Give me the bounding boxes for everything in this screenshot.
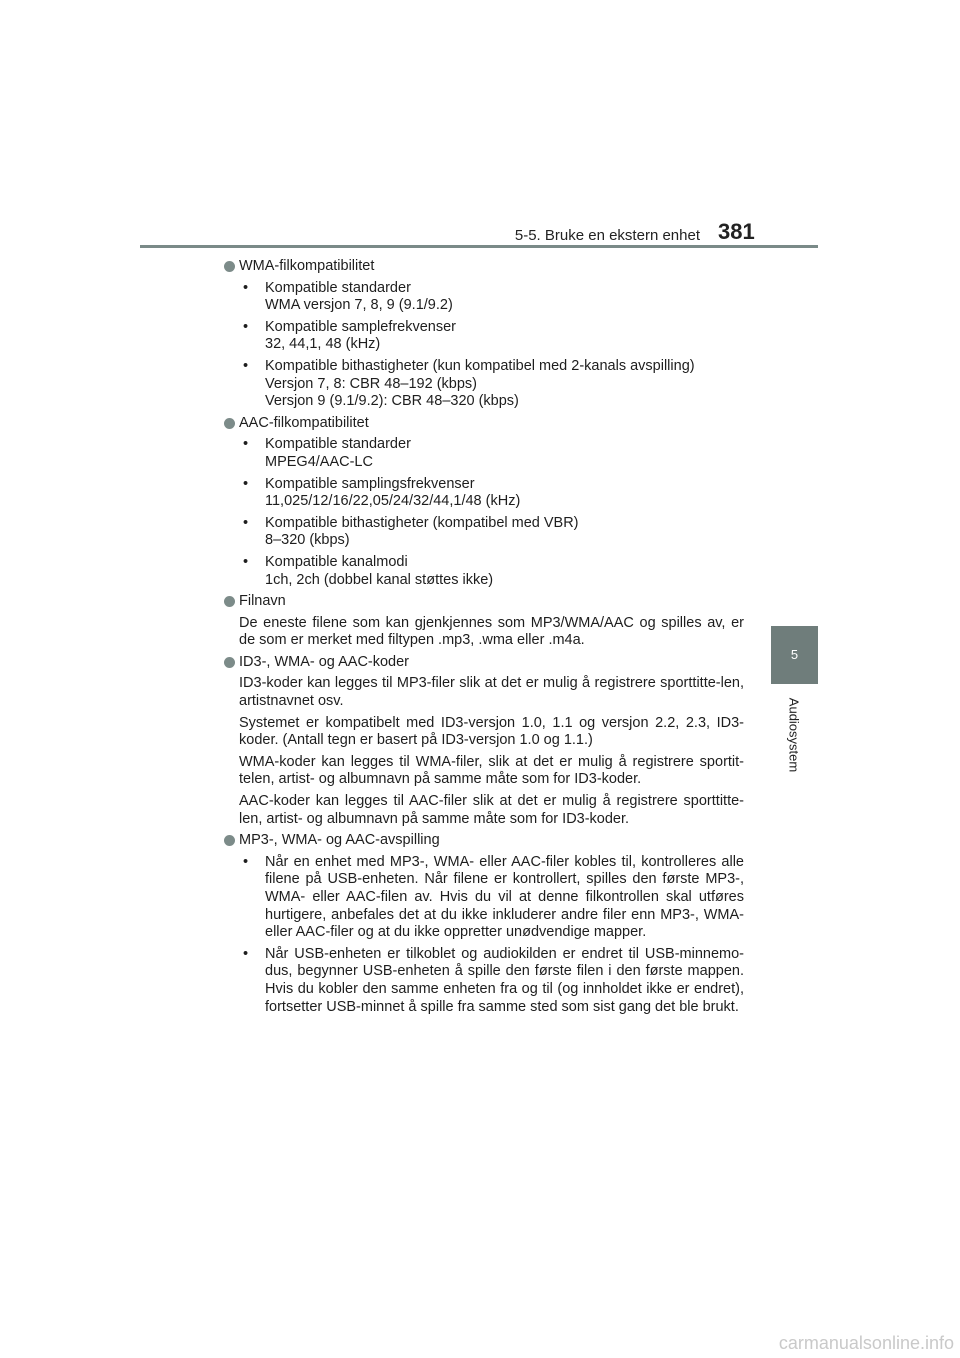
list-item xyxy=(239,319,744,354)
list-item-detail: 32, 44,1, 48 (kHz) xyxy=(265,336,381,353)
list-item xyxy=(239,854,744,942)
section-heading xyxy=(224,654,744,672)
list-item-detail: Versjon 9 (9.1/9.2): CBR 48–320 (kbps) xyxy=(265,393,519,410)
list-item-detail: WMA versjon 7, 8, 9 (9.1/9.2) xyxy=(265,297,453,314)
section xyxy=(224,415,744,589)
list-item-label: Når en enhet med MP3-, WMA- eller AAC-filer kobles til, kontrolleres alle filene på USB-enheten. Når filene er kontrollert, spilles den første MP3-, WMA- eller AAC-filen av. Hvis du vil at denne filkontrollen skal utføres hurtigere, anbefales det at du ikke inkluderer andre filer enn MP3-, WMA- eller AAC-filer og at du ikke oppretter unødvendige mapper. xyxy=(265,853,744,941)
list-item-label: Kompatible standarder xyxy=(265,279,411,296)
section-heading xyxy=(224,258,744,276)
list-bullet-icon: • xyxy=(243,357,249,374)
list-item-label: Kompatible bithastigheter (kun kompatibel med 2-kanals avspilling) xyxy=(265,357,695,374)
header-divider xyxy=(140,245,818,248)
section xyxy=(224,258,744,411)
list-item-detail: 8–320 (kbps) xyxy=(265,532,350,549)
list-bullet-icon: • xyxy=(243,475,249,492)
bullet-dot-icon xyxy=(224,418,235,429)
bullet-dot-icon xyxy=(224,261,235,272)
paragraph: Systemet er kompatibelt med ID3-versjon 1.0, 1.1 og versjon 2.2, 2.3, ID3-koder. (Antall tegn er basert på ID3-versjon 1.0 og 1.1.) xyxy=(239,714,744,749)
section xyxy=(224,654,744,828)
paragraph: De eneste filene som kan gjenkjennes som MP3/WMA/AAC og spilles av, er de som er merket med filtypen .mp3, .wma eller .m4a. xyxy=(239,614,744,649)
list-item xyxy=(239,476,744,511)
section-heading-text: MP3-, WMA- og AAC-avspilling xyxy=(239,832,440,849)
list-bullet-icon: • xyxy=(243,553,249,570)
list-item-label: Når USB-enheten er tilkoblet og audiokilden er endret til USB-minnemo-dus, begynner USB-enheten å spille den første filen i den første mappen. Hvis du kobler den samme enheten fra og til (og innholdet ikke er endret), fortsetter USB-minnet å spille fra samme sted som sist gang det ble brukt. xyxy=(265,945,744,1015)
section-heading xyxy=(224,415,744,433)
list-item-detail: MPEG4/AAC-LC xyxy=(265,453,373,470)
list-item xyxy=(239,554,744,589)
list-bullet-icon: • xyxy=(243,436,249,453)
list-bullet-icon: • xyxy=(243,318,249,335)
paragraph: ID3-koder kan legges til MP3-filer slik at det er mulig å registrere sporttitte-len, artistnavnet osv. xyxy=(239,675,744,710)
list-bullet-icon: • xyxy=(243,514,249,531)
list-item-label: Kompatible samplefrekvenser xyxy=(265,318,457,335)
list-item xyxy=(239,515,744,550)
page-content xyxy=(224,254,744,1016)
list-bullet-icon: • xyxy=(243,853,249,870)
section xyxy=(224,832,744,1016)
list-item-label: Kompatible samplingsfrekvenser xyxy=(265,475,475,492)
section-heading-text: AAC-filkompatibilitet xyxy=(239,414,369,431)
list-item-detail: 11,025/12/16/22,05/24/32/44,1/48 (kHz) xyxy=(265,493,521,510)
section-heading-text: ID3-, WMA- og AAC-koder xyxy=(239,653,410,670)
footer xyxy=(0,1332,960,1358)
list-item-detail: Versjon 7, 8: CBR 48–192 (kbps) xyxy=(265,375,477,392)
bullet-dot-icon xyxy=(224,835,235,846)
section xyxy=(224,593,744,650)
list-item xyxy=(239,436,744,471)
paragraph: AAC-koder kan legges til AAC-filer slik at det er mulig å registrere sporttitte-len, artist- og albumnavn på samme måte som for ID3-koder. xyxy=(239,793,744,827)
bullet-dot-icon xyxy=(224,596,235,607)
bullet-dot-icon xyxy=(224,657,235,668)
list-item xyxy=(239,946,744,1016)
section-heading xyxy=(224,593,744,611)
chapter-label: Audiosystem xyxy=(786,697,802,773)
section-heading xyxy=(224,832,744,850)
page-number: 381 xyxy=(718,219,755,244)
list-item-label: Kompatible standarder xyxy=(265,436,411,453)
list-item-detail: 1ch, 2ch (dobbel kanal støttes ikke) xyxy=(265,571,494,588)
list-item xyxy=(239,280,744,315)
section-heading-text: Filnavn xyxy=(239,593,286,610)
section-title: 5-5. Bruke en ekstern enhet xyxy=(514,227,700,244)
list-item-label: Kompatible kanalmodi xyxy=(265,553,408,570)
list-bullet-icon: • xyxy=(243,279,249,296)
list-item-label: Kompatible bithastigheter (kompatibel med VBR) xyxy=(265,514,579,531)
list-bullet-icon: • xyxy=(243,945,249,962)
paragraph: WMA-koder kan legges til WMA-filer, slik at det er mulig å registrere sportit-telen, artist- og albumnavn på samme måte som for ID3-koder. xyxy=(239,753,744,788)
footer-watermark: carmanualsonline.info xyxy=(778,1333,954,1353)
chapter-tab: 5 xyxy=(771,626,818,684)
section-heading-text: WMA-filkompatibilitet xyxy=(239,258,375,274)
list-item xyxy=(239,358,744,411)
